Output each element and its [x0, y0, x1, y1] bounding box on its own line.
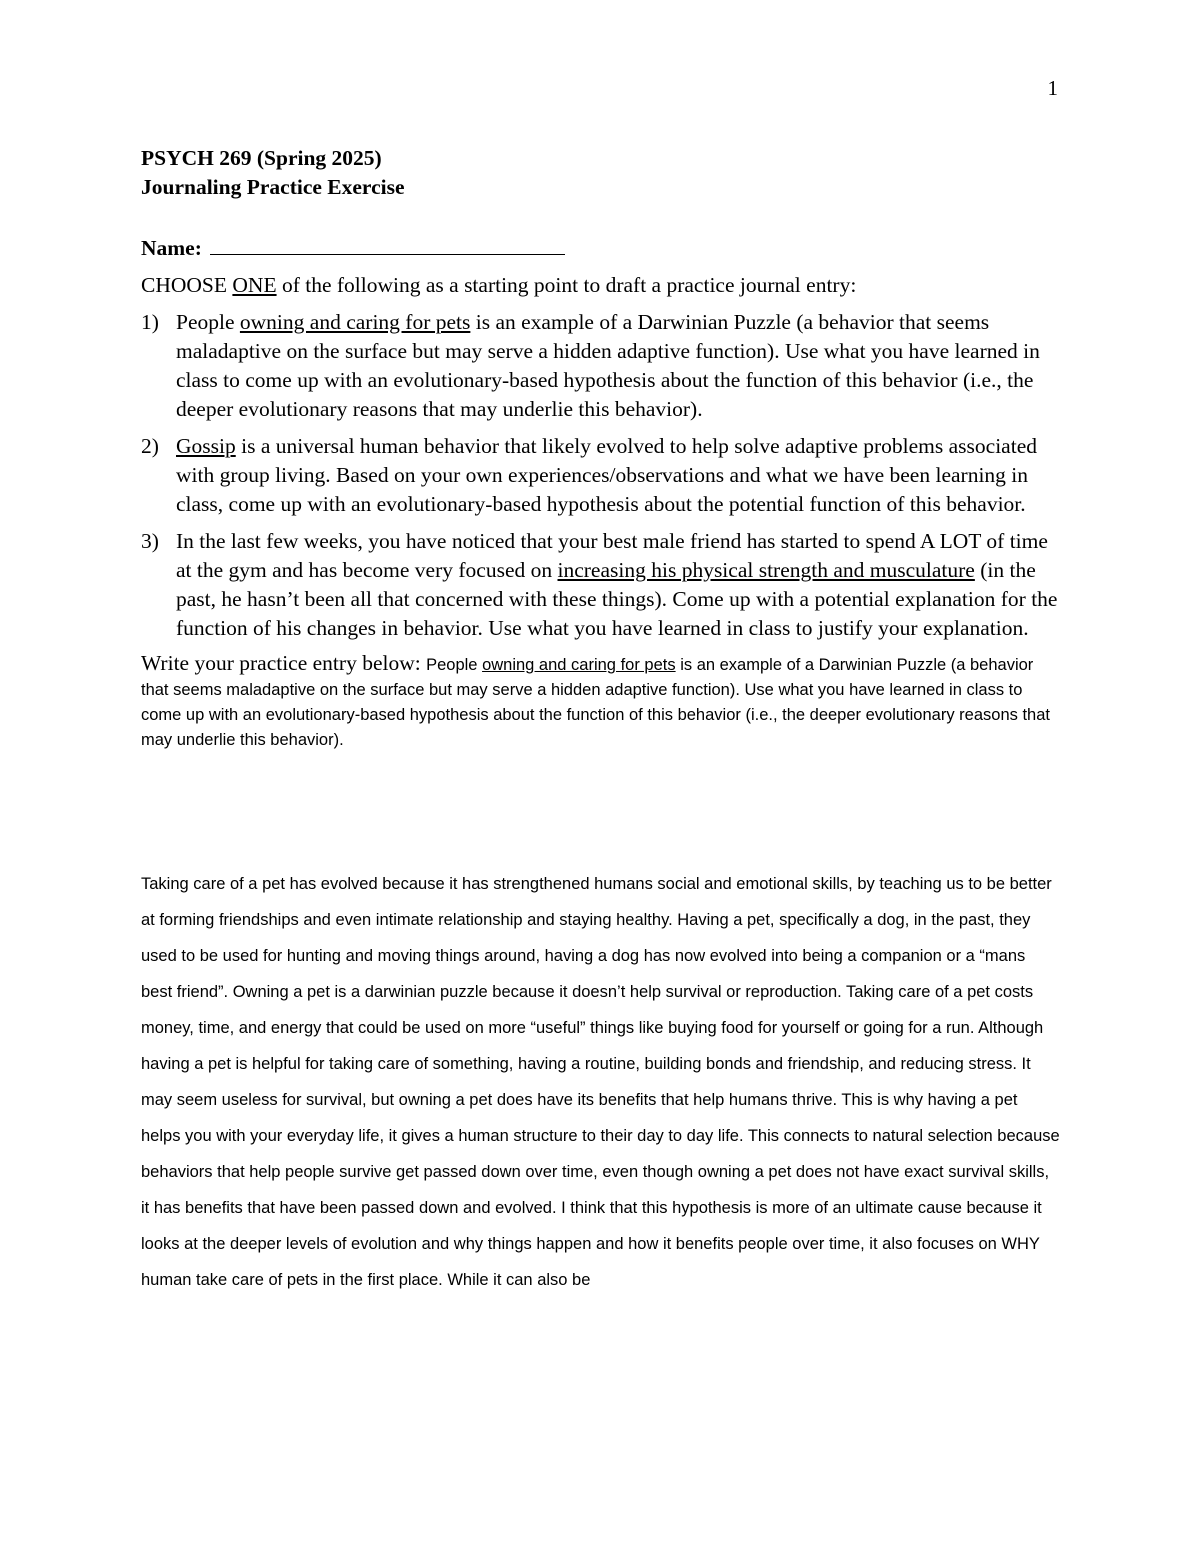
document-header	[141, 144, 1061, 753]
course-title: PSYCH 269 (Spring 2025)	[141, 146, 382, 170]
name-field-row	[141, 232, 1061, 263]
prompt-item	[141, 527, 1061, 643]
prompt-item	[141, 432, 1061, 519]
prompt-underlined: increasing his physical strength and musculature	[557, 558, 975, 582]
prompt-number: 3)	[141, 529, 159, 553]
name-blank-line[interactable]	[210, 232, 565, 255]
prompt-text-after: is an example of a Darwinian Puzzle (a behavior that seems maladaptive on the surface but may serve a hidden adaptive function). Use what you have learned in class to come up with an evolutionary-based hypothesis about the function of this behavior (i.e., the deeper evolutionary reasons that may underlie this behavior).	[176, 310, 1040, 421]
journal-entry-text[interactable]: Taking care of a pet has evolved because it has strengthened humans social and emotional skills, by teaching us to be better at forming friendships and even intimate relationship and staying healthy. Having a pet, specifically a dog, in the past, they used to be used for hunting and moving things around, having a dog has now evolved into being a companion or a “mans best friend”. Owning a pet is a darwinian puzzle because it doesn’t help survival or reproduction. Taking care of a pet costs money, time, and energy that could be used on more “useful” things like buying food for yourself or going for a run. Although having a pet is helpful for taking care of something, having a routine, building bonds and friendship, and reducing stress. It may seem useless for survival, but owning a pet does have its benefits that help humans thrive. This is why having a pet helps you with your everyday life, it gives a human structure to their day to day life. This connects to natural selection because behaviors that help people survive get passed down over time, even though owning a pet does not have exact survival skills, it has benefits that have been passed down and evolved. I think that this hypothesis is more of an ultimate cause because it looks at the deeper levels of evolution and why things happen and how it benefits people over time, it also focuses on WHY human take care of pets in the first place. While it can also be	[141, 875, 1060, 1289]
name-label: Name:	[141, 236, 202, 260]
page-number: 1	[1047, 76, 1058, 100]
prompt-number: 1)	[141, 310, 159, 334]
entry-restated-before: People	[426, 656, 483, 674]
prompt-item	[141, 308, 1061, 424]
instruction-part1: CHOOSE	[141, 273, 233, 297]
prompt-list	[141, 308, 1061, 643]
entry-instruction	[141, 651, 1061, 753]
prompt-text-before: People	[176, 310, 240, 334]
prompt-text-after: is a universal human behavior that likely evolved to help solve adaptive problems associated with group living. Based on your own experiences/observations and what we have been learning in class, come up with an evolutionary-based hypothesis about the potential function of this behavior.	[176, 434, 1037, 516]
instruction-part2: of the following as a starting point to draft a practice journal entry:	[276, 273, 857, 297]
prompt-number: 2)	[141, 434, 159, 458]
prompt-text-before: In the last few weeks, you have noticed that your best male friend has started to spend A LOT of time at the gym and has become very focused on	[176, 529, 1048, 582]
prompt-text-after: (in the past, he hasn’t been all that concerned with these things). Come up with a potential explanation for the function of his changes in behavior. Use what you have learned in class to justify your explanation.	[176, 558, 1058, 640]
prompt-underlined: Gossip	[176, 434, 236, 458]
exercise-title: Journaling Practice Exercise	[141, 175, 405, 199]
entry-restated-after: is an example of a Darwinian Puzzle (a behavior that seems maladaptive on the surface but may serve a hidden adaptive function). Use what you have learned in class to come up with an evolutionary-based hypothesis about the function of this behavior (i.e., the deeper evolutionary reasons that may underlie this behavior).	[141, 656, 1050, 749]
entry-restated-underlined: owning and caring for pets	[482, 656, 676, 674]
instruction-text	[141, 271, 1061, 300]
instruction-emphasis: ONE	[232, 273, 277, 297]
prompt-underlined: owning and caring for pets	[239, 310, 471, 334]
entry-lead: Write your practice entry below:	[141, 651, 427, 675]
